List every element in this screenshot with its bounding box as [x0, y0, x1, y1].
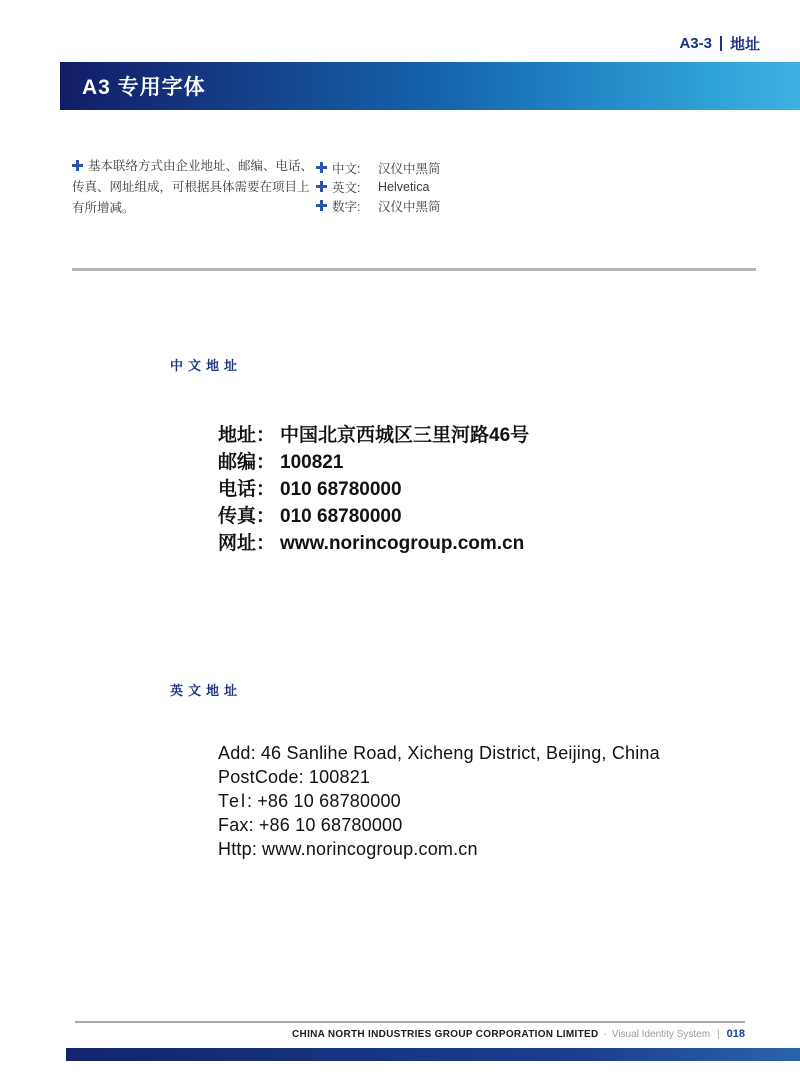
address-line	[218, 476, 529, 503]
page-tag-separator	[720, 36, 722, 51]
address-separator: ：	[256, 533, 276, 554]
address-separator: ：	[256, 452, 276, 473]
address-label: 地址	[218, 425, 257, 446]
address-label: 网址	[218, 533, 257, 554]
font-spec-value: 汉仪中黑简	[378, 161, 441, 176]
section-divider	[72, 268, 756, 271]
footer-dot-separator: ·	[603, 1029, 607, 1040]
address-label: PostCode	[218, 767, 299, 787]
address-label: Fax	[218, 815, 249, 835]
address-line	[218, 765, 660, 789]
address-separator: :	[250, 743, 256, 763]
intro-description	[72, 156, 314, 219]
address-value: +86 10 68780000	[257, 791, 401, 811]
address-value: 中国北京西城区三里河路46号	[280, 425, 530, 446]
address-value: 46 Sanlihe Road, Xicheng District, Beijing, China	[260, 743, 660, 763]
address-separator: :	[251, 839, 258, 859]
footer-accent-bar	[66, 1048, 800, 1061]
address-separator: :	[247, 791, 253, 811]
address-label: 邮编	[218, 452, 257, 473]
address-separator: :	[298, 767, 304, 787]
address-url: www.norincogroup.com.cn	[280, 533, 525, 554]
footer-rule	[75, 1021, 745, 1023]
address-label: 传真	[218, 506, 257, 527]
section-title-english-address: 英文地址	[170, 683, 243, 698]
address-label: Add	[218, 743, 251, 763]
intro-description-text: 基本联络方式由企业地址、邮编、电话、传真、网址组成，可根据具体需要在项目上有所增减。	[72, 159, 314, 215]
font-spec-label: 中文:	[332, 161, 361, 176]
font-spec-value: Helvetica	[378, 179, 430, 194]
font-spec-value: 汉仪中黑简	[378, 199, 441, 214]
page-tag	[679, 33, 760, 54]
page-tag-code: A3-3	[679, 35, 712, 52]
address-line	[218, 837, 660, 861]
address-value: 100821	[308, 767, 371, 787]
address-label: 电话	[218, 479, 257, 500]
page-tag-section: 地址	[729, 36, 760, 53]
font-spec-label: 数字:	[332, 199, 361, 214]
font-spec-row	[316, 196, 441, 215]
section-title-chinese-address: 中文地址	[170, 358, 243, 373]
address-separator: ：	[256, 425, 276, 446]
address-line	[218, 503, 529, 530]
address-line	[218, 422, 529, 449]
page-title: A3 专用字体	[82, 76, 206, 99]
address-value: 010 68780000	[280, 506, 402, 527]
address-value: 010 68780000	[280, 479, 402, 500]
font-spec-row	[316, 158, 441, 177]
address-label: Tel	[218, 791, 248, 811]
footer-bar-separator: |	[717, 1029, 720, 1040]
plus-icon	[316, 200, 327, 211]
address-line	[218, 449, 529, 476]
address-line	[218, 813, 660, 837]
footer-system-label: Visual Identity System	[611, 1029, 711, 1040]
footer-company-name: CHINA NORTH INDUSTRIES GROUP CORPORATION LIMITED	[292, 1029, 599, 1040]
address-line	[218, 741, 660, 765]
address-separator: ：	[256, 479, 276, 500]
footer	[292, 1028, 745, 1040]
english-address-block	[218, 741, 660, 861]
address-url: www.norincogroup.com.cn	[262, 839, 478, 859]
font-spec-row	[316, 177, 441, 196]
plus-icon	[316, 181, 327, 192]
address-line	[218, 789, 660, 813]
address-value: 100821	[280, 452, 344, 473]
plus-icon	[72, 160, 83, 171]
chinese-address-block	[218, 422, 529, 557]
address-value: +86 10 68780000	[258, 815, 403, 835]
address-line	[218, 530, 529, 557]
address-separator: :	[248, 815, 254, 835]
plus-icon	[316, 162, 327, 173]
footer-page-number: 018	[726, 1028, 745, 1040]
address-label: Http	[218, 839, 252, 859]
header-bar	[60, 62, 800, 110]
address-separator: ：	[256, 506, 276, 527]
font-spec-label: 英文:	[332, 180, 361, 195]
font-spec-list	[316, 158, 441, 215]
